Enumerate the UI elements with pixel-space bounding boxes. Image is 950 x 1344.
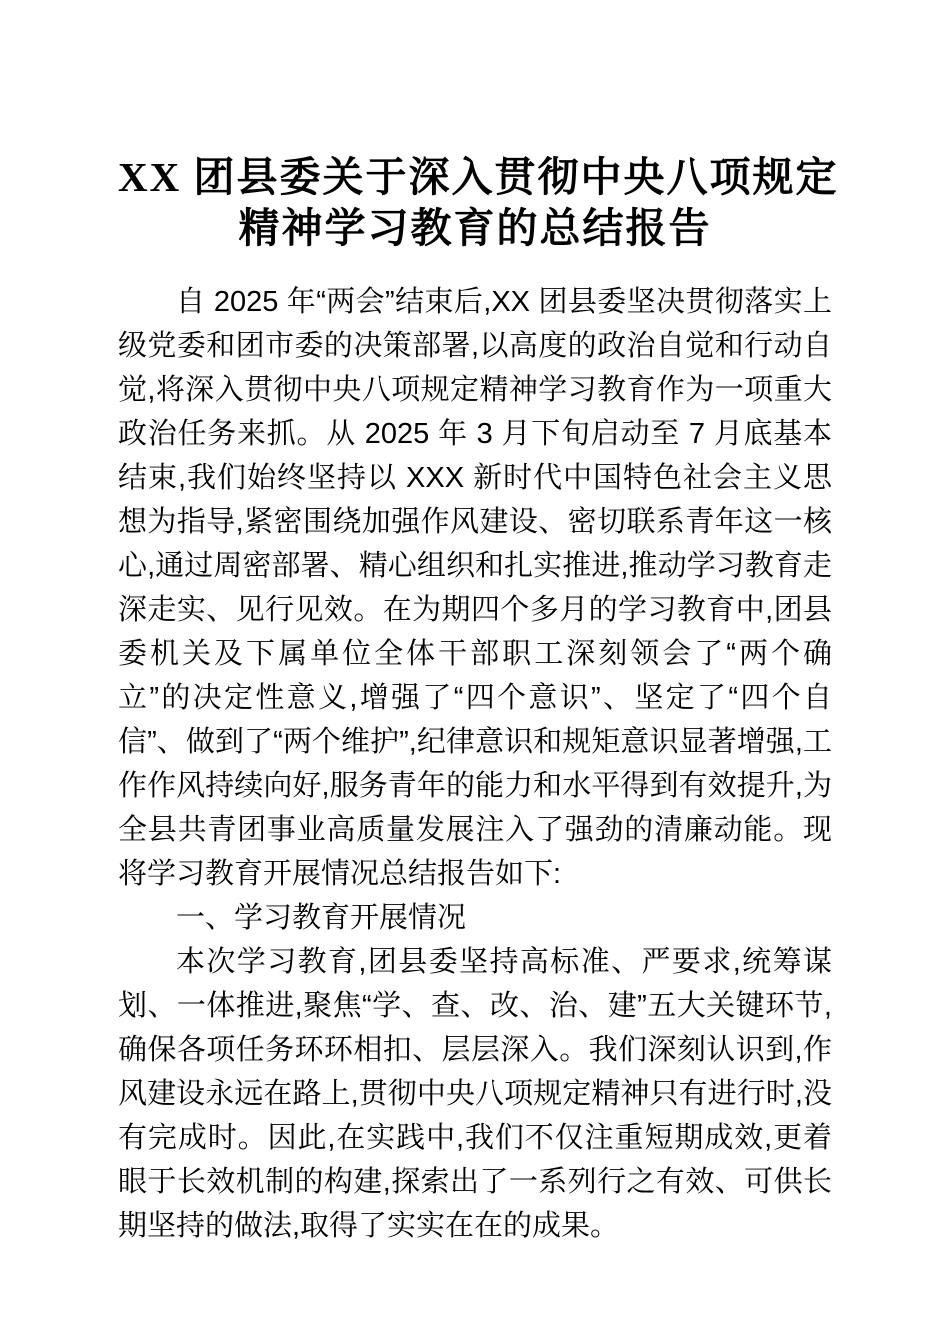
paragraph-section-1-body: 本次学习教育,团县委坚持高标准、严要求,统筹谋划、一体推进,聚焦“学、查、改、治、建”五大关键环节,确保各项任务环环相扣、层层深入。我们深刻认识到,作风建设永远在路上,贯彻中央八项规定精神只有进行时,没有完成时。因此,在实践中,我们不仅注重短期成效,更着眼于长效机制的构建,探索出了一系列行之有效、可供长期坚持的做法,取得了实实在在的成果。 [118,946,832,1242]
section-heading-1: 一、学习教育开展情况 [176,902,467,934]
document-title-line-2: 精神学习教育的总结报告 [238,205,712,251]
paragraph-introduction: 自 2025 年“两会”结束后,XX 团县委坚决贯彻落实上级党委和团市委的决策部署,以高度的政治自觉和行动自觉,将深入贯彻中央八项规定精神学习教育作为一项重大政治任务来抓。从 2025 年 3 月下旬启动至 7 月底基本结束,我们始终坚持以 XXX 新时代中国特色社会主义思想为指导,紧密围绕加强作风建设、密切联系青年这一核心,通过周密部署、精心组织和扎实推进,推动学习教育走深走实、见行见效。在为期四个多月的学习教育中,团县委机关及下属单位全体干部职工深刻领会了“两个确立”的决定性意义,增强了“四个意识”、坚定了“四个自信”、做到了“两个维护”,纪律意识和规矩意识显著增强,工作作风持续向好,服务青年的能力和水平得到有效提升,为全县共青团事业高质量发展注入了强劲的清廉动能。现将学习教育开展情况总结报告如下: [118,286,832,890]
document-title-line-1: XX 团县委关于深入贯彻中央八项规定 [118,154,839,200]
document-body [118,280,832,1248]
document-title [118,152,839,254]
